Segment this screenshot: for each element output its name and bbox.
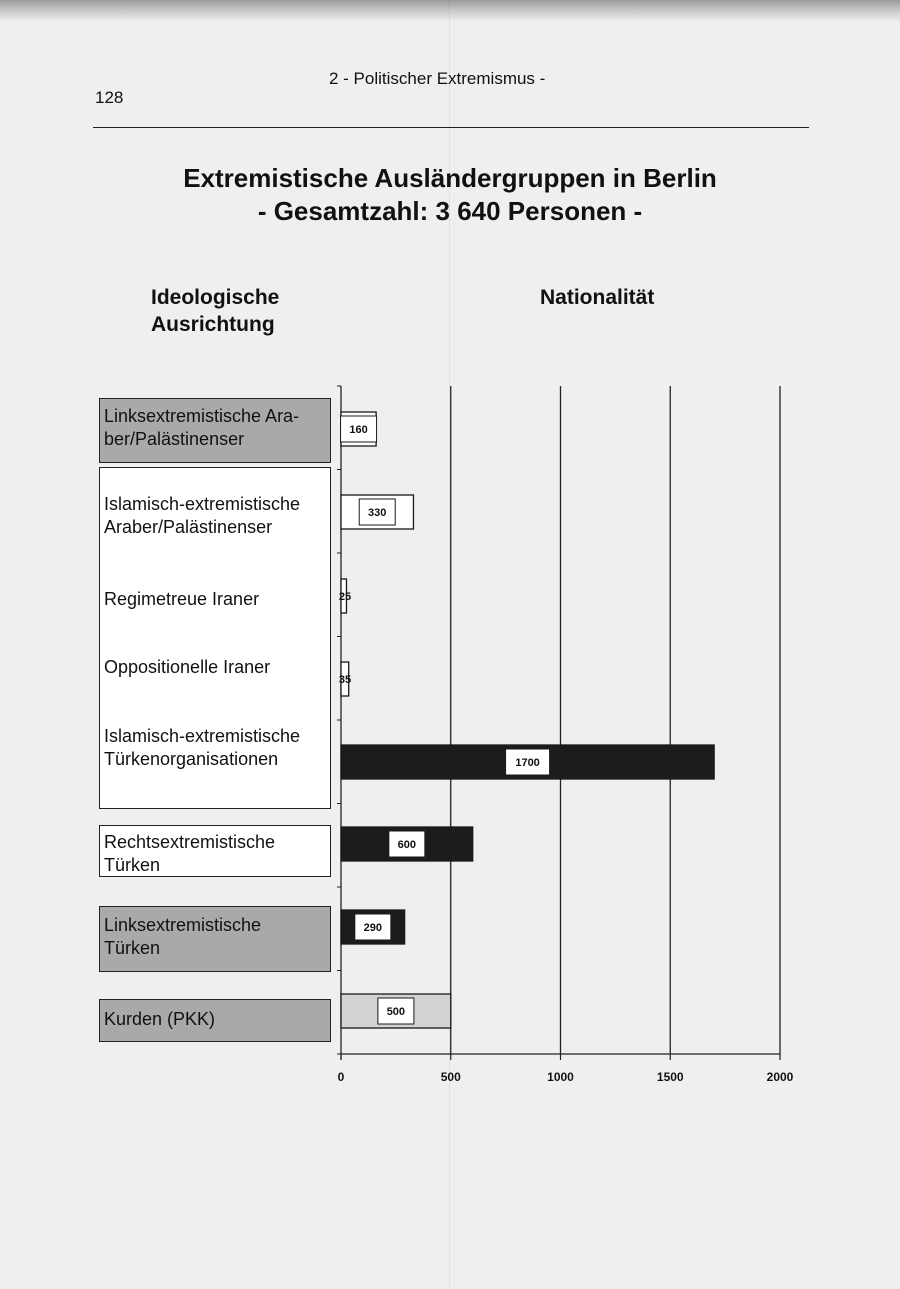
x-tick-label: 0 — [337, 1070, 345, 1084]
category-label-line: Islamisch-extremistische — [104, 494, 301, 514]
data-label: 330 — [368, 507, 387, 519]
category-label-line: Türken — [104, 855, 161, 875]
category-label-line: Oppositionelle Iraner — [104, 657, 271, 677]
heading-ideology-line-1: Ideologische — [151, 286, 280, 309]
category-label-line: Rechtsextremistische — [104, 832, 276, 852]
data-label: 35 — [338, 674, 352, 686]
category-label-line: Islamisch-extremistische — [104, 726, 301, 746]
category-label-line: Türken — [104, 938, 161, 958]
data-label: 500 — [386, 1006, 406, 1018]
category-label-line: Regimetreue Iraner — [104, 589, 260, 609]
data-label: 600 — [397, 839, 417, 851]
x-tick-label: 2000 — [766, 1070, 794, 1084]
page-number: 128 — [95, 88, 124, 107]
category-label-line: Türkenorganisationen — [104, 749, 279, 769]
running-header: 2 - Politischer Extremismus - — [329, 69, 546, 88]
data-label: 160 — [349, 424, 368, 436]
data-label: 290 — [363, 922, 383, 934]
data-label: 25 — [338, 591, 352, 603]
chart-title: Extremistische Ausländergruppen in Berlin — [183, 163, 717, 193]
data-label: 1700 — [515, 757, 540, 769]
x-tick-label: 1000 — [547, 1070, 574, 1084]
category-label-line: Linksextremistische Ara- — [104, 406, 300, 426]
category-label-line: Araber/Palästinenser — [104, 517, 273, 537]
x-tick-label: 500 — [440, 1070, 461, 1084]
heading-nationality: Nationalität — [540, 286, 655, 309]
category-label-line: Kurden (PKK) — [104, 1009, 216, 1029]
x-tick-label: 1500 — [656, 1070, 684, 1084]
category-label-line: Linksextremistische — [104, 915, 262, 935]
category-label-line: ber/Palästinenser — [104, 429, 245, 449]
chart-subtitle: - Gesamtzahl: 3 640 Personen - — [257, 196, 643, 226]
heading-ideology-line-2: Ausrichtung — [151, 313, 275, 336]
